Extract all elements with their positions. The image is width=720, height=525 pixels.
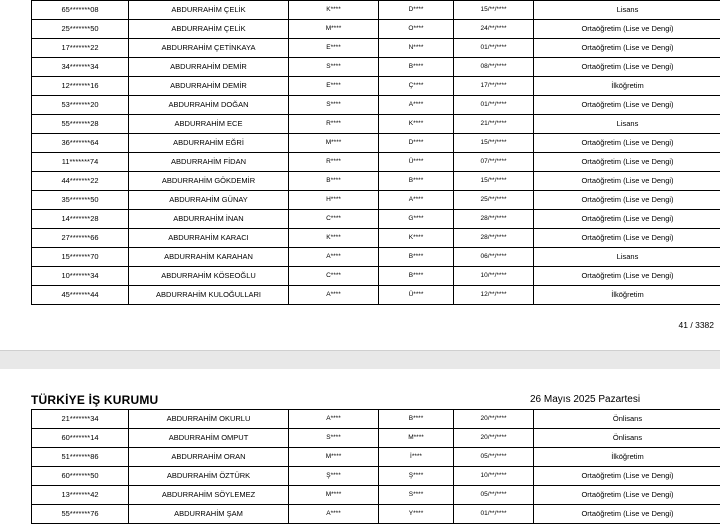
second-initial-cell: A****: [379, 96, 454, 115]
table-row: [32, 172, 720, 191]
name-cell: ABDURRAHİM ÇETİNKAYA: [129, 39, 289, 58]
education-cell: Önlisans: [534, 410, 720, 429]
education-cell: Ortaöğretim (Lise ve Dengi): [534, 153, 720, 172]
table-row: [32, 115, 720, 134]
name-cell: ABDURRAHİM ORAN: [129, 448, 289, 467]
table-row: [32, 134, 720, 153]
table-row: [32, 429, 720, 448]
table-row: [32, 58, 720, 77]
date-cell: 01/**/****: [454, 96, 534, 115]
first-initial-cell: M****: [289, 448, 379, 467]
table-row: [32, 210, 720, 229]
date-cell: 17/**/****: [454, 77, 534, 96]
first-initial-cell: M****: [289, 20, 379, 39]
report-date: 26 Mayıs 2025 Pazartesi: [530, 394, 641, 405]
second-initial-cell: B****: [379, 267, 454, 286]
first-initial-cell: H****: [289, 191, 379, 210]
date-cell: 05/**/****: [454, 486, 534, 505]
second-initial-cell: A****: [379, 191, 454, 210]
document-page-lower: [0, 369, 720, 525]
first-initial-cell: C****: [289, 267, 379, 286]
education-cell: Lisans: [534, 248, 720, 267]
id-cell: 11*******74: [32, 153, 129, 172]
first-initial-cell: M****: [289, 486, 379, 505]
organization-name: TÜRKİYE İŞ KURUMU: [31, 393, 159, 407]
second-initial-cell: D****: [379, 134, 454, 153]
date-cell: 07/**/****: [454, 153, 534, 172]
education-cell: Ortaöğretim (Lise ve Dengi): [534, 58, 720, 77]
date-cell: 15/**/****: [454, 134, 534, 153]
second-initial-cell: Ç****: [379, 77, 454, 96]
first-initial-cell: R****: [289, 153, 379, 172]
second-initial-cell: İ****: [379, 448, 454, 467]
date-cell: 05/**/****: [454, 448, 534, 467]
table-row: [32, 77, 720, 96]
second-initial-cell: M****: [379, 429, 454, 448]
name-cell: ABDURRAHİM DOĞAN: [129, 96, 289, 115]
table-row: [32, 191, 720, 210]
date-cell: 08/**/****: [454, 58, 534, 77]
name-cell: ABDURRAHİM GÖKDEMİR: [129, 172, 289, 191]
education-cell: Ortaöğretim (Lise ve Dengi): [534, 20, 720, 39]
education-cell: Ortaöğretim (Lise ve Dengi): [534, 39, 720, 58]
date-cell: 25/**/****: [454, 191, 534, 210]
first-initial-cell: S****: [289, 429, 379, 448]
name-cell: ABDURRAHİM ECE: [129, 115, 289, 134]
date-cell: 20/**/****: [454, 410, 534, 429]
education-cell: Lisans: [534, 115, 720, 134]
date-cell: 28/**/****: [454, 210, 534, 229]
name-cell: ABDURRAHİM KULOĞULLARI: [129, 286, 289, 305]
name-cell: ABDURRAHİM GÜNAY: [129, 191, 289, 210]
education-cell: Ortaöğretim (Lise ve Dengi): [534, 467, 720, 486]
education-cell: İlköğretim: [534, 77, 720, 96]
id-cell: 53*******20: [32, 96, 129, 115]
first-initial-cell: K****: [289, 1, 379, 20]
table-row: [32, 20, 720, 39]
id-cell: 55*******28: [32, 115, 129, 134]
date-cell: 01/**/****: [454, 39, 534, 58]
second-initial-cell: Ü****: [379, 286, 454, 305]
name-cell: ABDURRAHİM DEMİR: [129, 77, 289, 96]
second-initial-cell: S****: [379, 486, 454, 505]
name-cell: ABDURRAHİM ÖZTÜRK: [129, 467, 289, 486]
table-row: [32, 448, 720, 467]
name-cell: ABDURRAHİM FİDAN: [129, 153, 289, 172]
education-cell: Lisans: [534, 1, 720, 20]
date-cell: 21/**/****: [454, 115, 534, 134]
date-cell: 28/**/****: [454, 229, 534, 248]
first-initial-cell: S****: [289, 96, 379, 115]
id-cell: 60*******50: [32, 467, 129, 486]
education-cell: İlköğretim: [534, 286, 720, 305]
education-cell: Ortaöğretim (Lise ve Dengi): [534, 191, 720, 210]
id-cell: 14*******28: [32, 210, 129, 229]
first-initial-cell: R****: [289, 115, 379, 134]
table-row: [32, 1, 720, 20]
name-cell: ABDURRAHİM KARAHAN: [129, 248, 289, 267]
table-row: [32, 229, 720, 248]
date-cell: 10/**/****: [454, 267, 534, 286]
second-initial-cell: K****: [379, 229, 454, 248]
id-cell: 12*******16: [32, 77, 129, 96]
first-initial-cell: E****: [289, 39, 379, 58]
name-cell: ABDURRAHİM EĞRİ: [129, 134, 289, 153]
table-row: [32, 286, 720, 305]
education-cell: Ortaöğretim (Lise ve Dengi): [534, 96, 720, 115]
name-cell: ABDURRAHİM OMPUT: [129, 429, 289, 448]
id-cell: 55*******76: [32, 505, 129, 524]
records-table-page-41: [31, 0, 720, 305]
id-cell: 27*******66: [32, 229, 129, 248]
second-initial-cell: G****: [379, 210, 454, 229]
id-cell: 51*******86: [32, 448, 129, 467]
id-cell: 15*******70: [32, 248, 129, 267]
second-initial-cell: Y****: [379, 505, 454, 524]
date-cell: 06/**/****: [454, 248, 534, 267]
second-initial-cell: D****: [379, 1, 454, 20]
first-initial-cell: K****: [289, 229, 379, 248]
table-row: [32, 467, 720, 486]
id-cell: 13*******42: [32, 486, 129, 505]
table-row: [32, 410, 720, 429]
second-initial-cell: O****: [379, 20, 454, 39]
second-initial-cell: B****: [379, 172, 454, 191]
education-cell: Ortaöğretim (Lise ve Dengi): [534, 229, 720, 248]
name-cell: ABDURRAHİM KARACI: [129, 229, 289, 248]
date-cell: 24/**/****: [454, 20, 534, 39]
first-initial-cell: E****: [289, 77, 379, 96]
second-initial-cell: B****: [379, 58, 454, 77]
education-cell: Ortaöğretim (Lise ve Dengi): [534, 486, 720, 505]
first-initial-cell: C****: [289, 210, 379, 229]
first-initial-cell: M****: [289, 134, 379, 153]
id-cell: 17*******22: [32, 39, 129, 58]
table-row: [32, 486, 720, 505]
second-initial-cell: N****: [379, 39, 454, 58]
page-separator: [0, 350, 720, 370]
date-cell: 20/**/****: [454, 429, 534, 448]
name-cell: ABDURRAHİM ÇELİK: [129, 1, 289, 20]
table-row: [32, 267, 720, 286]
education-cell: Ortaöğretim (Lise ve Dengi): [534, 267, 720, 286]
date-cell: 15/**/****: [454, 172, 534, 191]
first-initial-cell: A****: [289, 286, 379, 305]
education-cell: Ortaöğretim (Lise ve Dengi): [534, 172, 720, 191]
education-cell: Ortaöğretim (Lise ve Dengi): [534, 210, 720, 229]
education-cell: Ortaöğretim (Lise ve Dengi): [534, 134, 720, 153]
first-initial-cell: A****: [289, 248, 379, 267]
id-cell: 34*******34: [32, 58, 129, 77]
first-initial-cell: S****: [289, 58, 379, 77]
id-cell: 44*******22: [32, 172, 129, 191]
education-cell: Ortaöğretim (Lise ve Dengi): [534, 505, 720, 524]
table-row: [32, 153, 720, 172]
name-cell: ABDURRAHİM ÇELİK: [129, 20, 289, 39]
second-initial-cell: Ş****: [379, 467, 454, 486]
id-cell: 10*******34: [32, 267, 129, 286]
name-cell: ABDURRAHİM DEMİR: [129, 58, 289, 77]
table-row: [32, 505, 720, 524]
name-cell: ABDURRAHİM KÖSEOĞLU: [129, 267, 289, 286]
records-table-page-42: [31, 409, 720, 524]
name-cell: ABDURRAHİM İNAN: [129, 210, 289, 229]
first-initial-cell: B****: [289, 172, 379, 191]
first-initial-cell: Ş****: [289, 467, 379, 486]
table-row: [32, 96, 720, 115]
id-cell: 25*******50: [32, 20, 129, 39]
date-cell: 10/**/****: [454, 467, 534, 486]
id-cell: 60*******14: [32, 429, 129, 448]
date-cell: 12/**/****: [454, 286, 534, 305]
id-cell: 65*******08: [32, 1, 129, 20]
table-row: [32, 248, 720, 267]
name-cell: ABDURRAHİM SÖYLEMEZ: [129, 486, 289, 505]
id-cell: 45*******44: [32, 286, 129, 305]
id-cell: 21*******34: [32, 410, 129, 429]
id-cell: 35*******50: [32, 191, 129, 210]
date-cell: 01/**/****: [454, 505, 534, 524]
id-cell: 36*******64: [32, 134, 129, 153]
first-initial-cell: A****: [289, 505, 379, 524]
second-initial-cell: Ü****: [379, 153, 454, 172]
education-cell: İlköğretim: [534, 448, 720, 467]
name-cell: ABDURRAHİM ŞAM: [129, 505, 289, 524]
education-cell: Önlisans: [534, 429, 720, 448]
name-cell: ABDURRAHİM OKURLU: [129, 410, 289, 429]
second-initial-cell: K****: [379, 115, 454, 134]
page-number: 41 / 3382: [678, 320, 714, 330]
second-initial-cell: B****: [379, 248, 454, 267]
table-row: [32, 39, 720, 58]
date-cell: 15/**/****: [454, 1, 534, 20]
second-initial-cell: B****: [379, 410, 454, 429]
first-initial-cell: A****: [289, 410, 379, 429]
